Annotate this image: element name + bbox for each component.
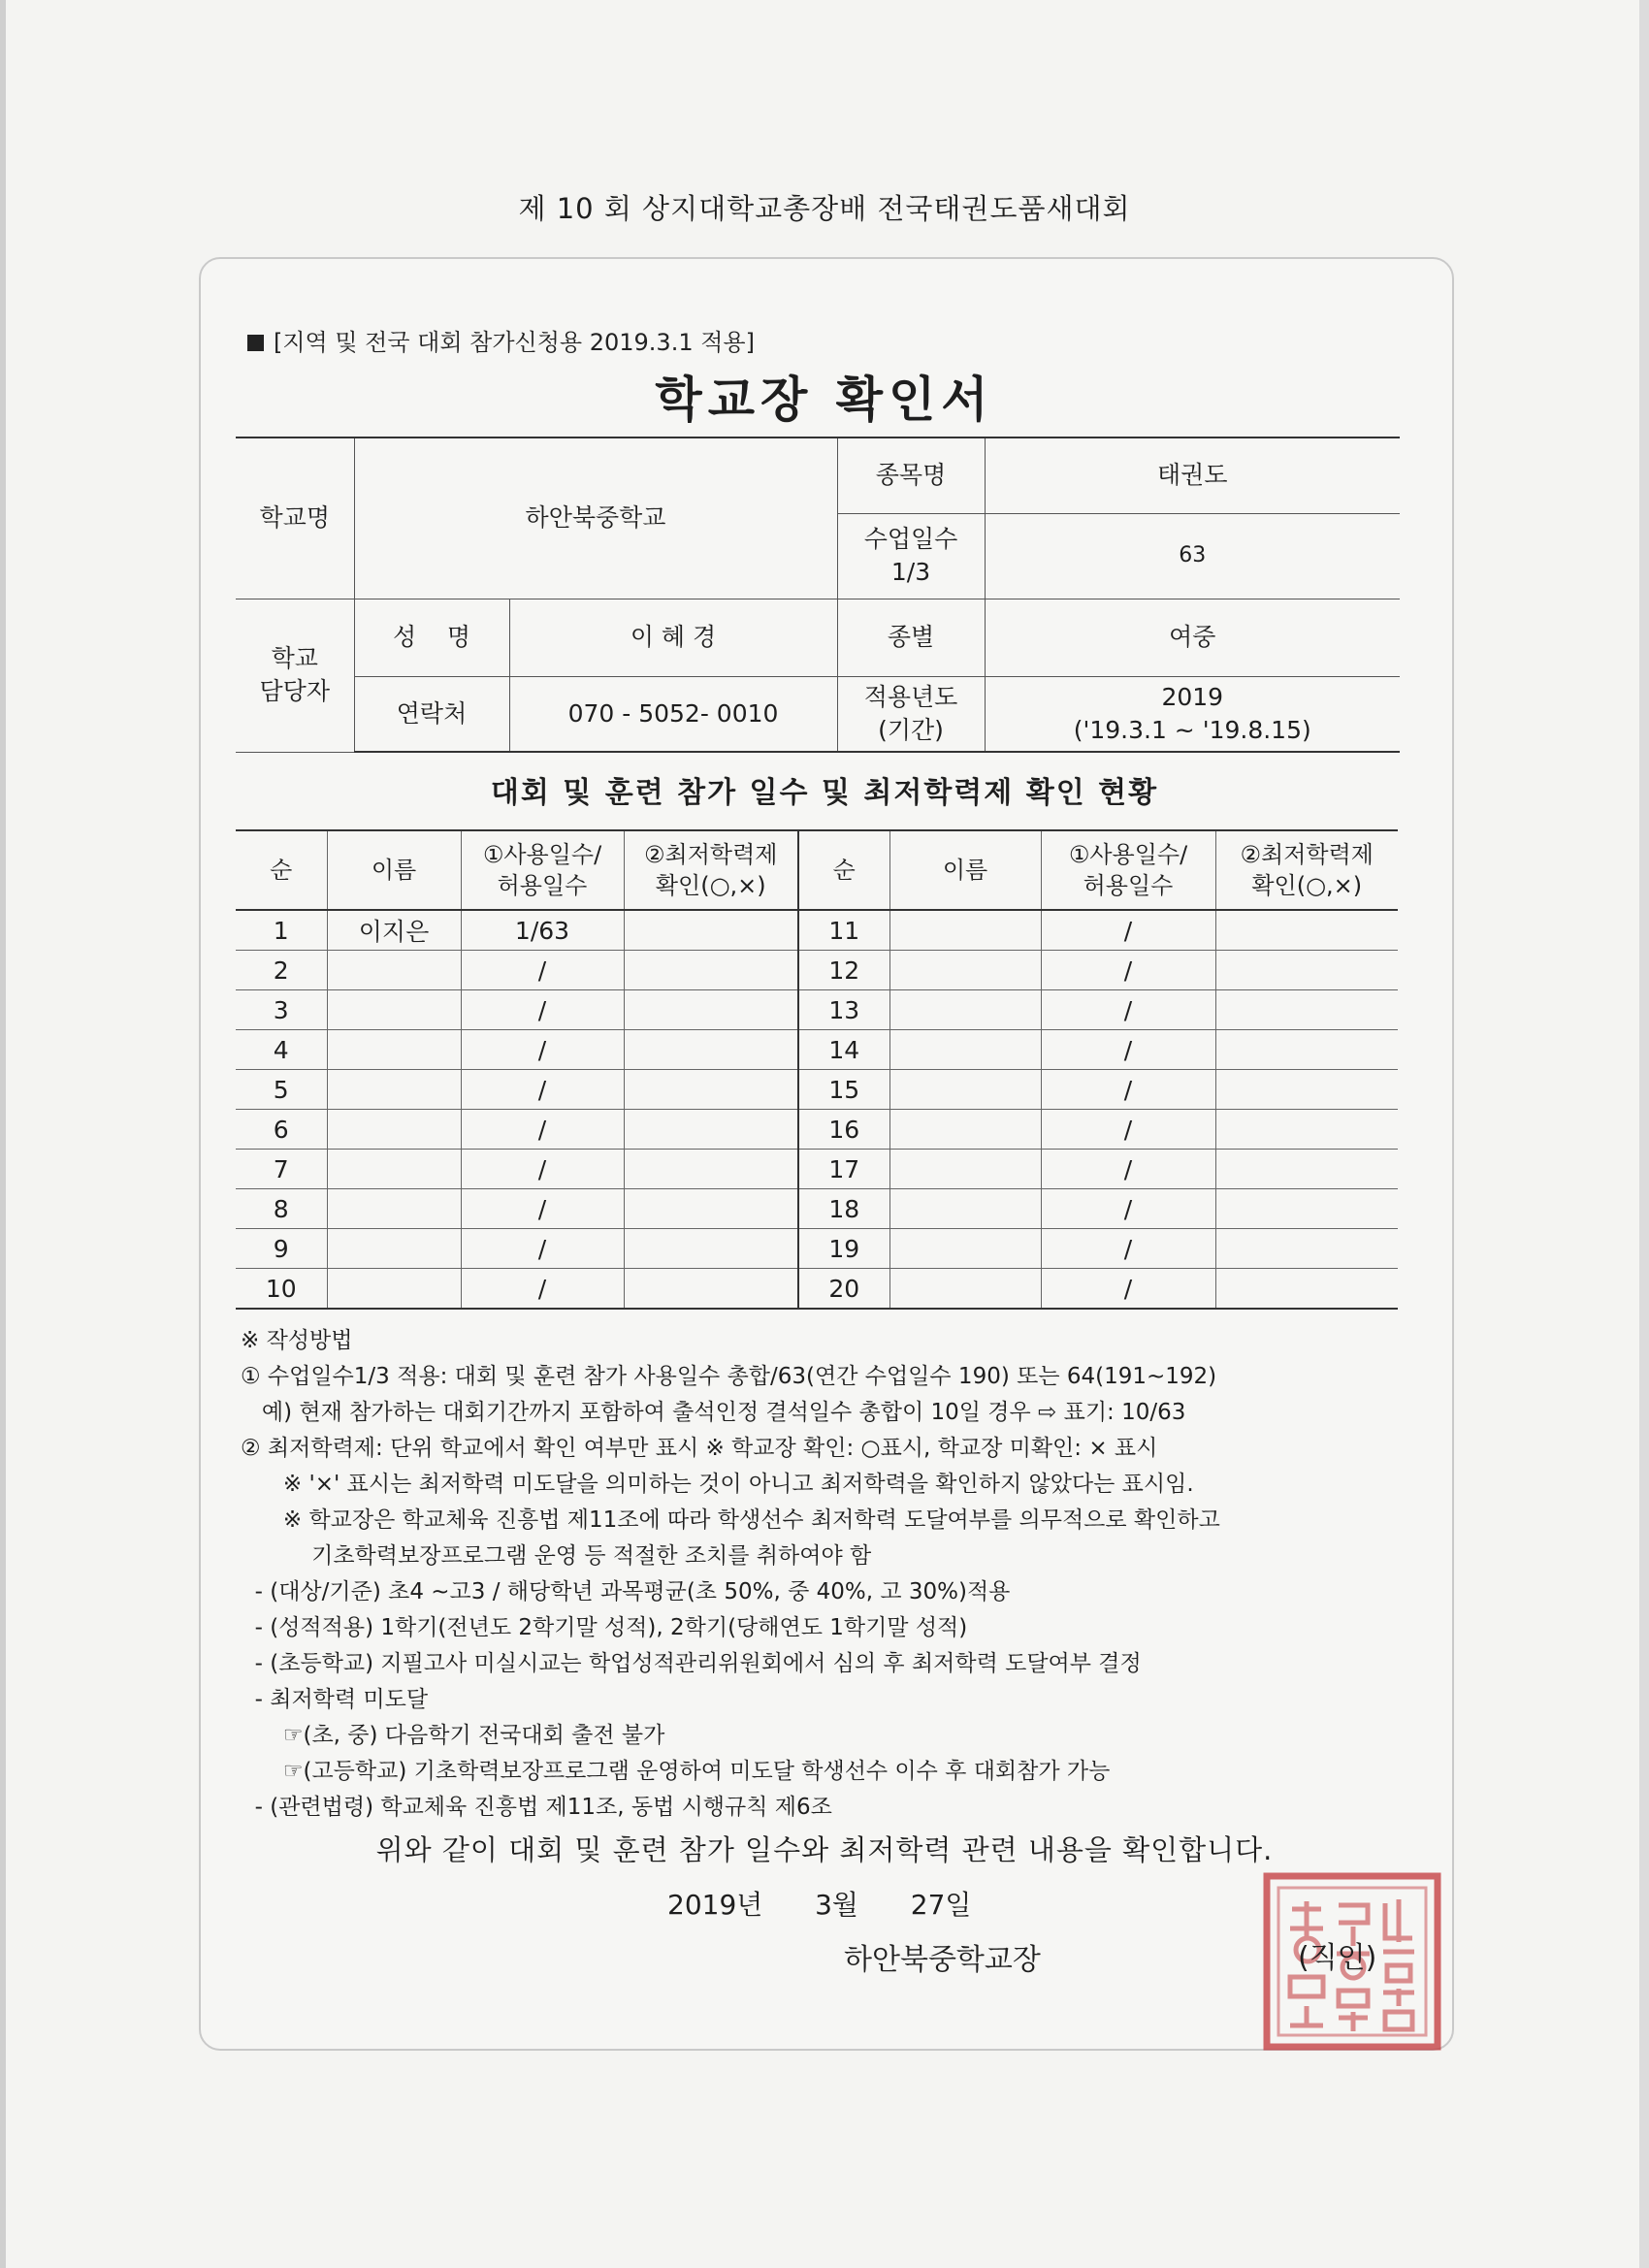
- col-days-left: [461, 830, 624, 910]
- subtitle-text: [지역 및 전국 대회 참가신청용 2019.3.1 적용]: [274, 329, 755, 356]
- row-days-left: 1/63: [461, 910, 624, 951]
- row-name-right: [889, 1150, 1041, 1189]
- class-days-label: [837, 513, 985, 599]
- row-no-left: 7: [236, 1150, 327, 1189]
- class-days-label-line2: 1/3: [890, 558, 931, 586]
- row-name-right: [889, 1229, 1041, 1269]
- instruction-line: 예) 현재 참가하는 대회기간까지 포함하여 출석인정 결석일수 총합이 10일 경우 ⇨ 표기: 10/63: [241, 1400, 1186, 1425]
- instruction-line: - 최저학력 미도달: [241, 1687, 429, 1712]
- row-check-right: [1215, 1030, 1398, 1070]
- apply-year-value-line2: ('19.3.1 ~ '19.8.15): [1073, 715, 1311, 744]
- row-days-right: /: [1041, 990, 1215, 1030]
- section-title: 대회 및 훈련 참가 일수 및 최저학력제 확인 현황: [490, 776, 1159, 810]
- col-name-right: 이름: [889, 830, 1041, 910]
- row-days-right: /: [1041, 1229, 1215, 1269]
- row-days-left: /: [461, 1189, 624, 1229]
- col-check-right-line2: 확인(○,×): [1251, 872, 1363, 899]
- row-name-right: [889, 1110, 1041, 1150]
- issue-date: 2019년 3월 27일: [667, 1889, 972, 1921]
- row-no-right: 12: [798, 951, 889, 990]
- col-check-left: [624, 830, 798, 910]
- row-no-right: 16: [798, 1110, 889, 1150]
- col-name-left: 이름: [327, 830, 461, 910]
- row-name-left: [327, 1189, 461, 1229]
- row-name-left: [327, 951, 461, 990]
- scan-edge-right: [1639, 0, 1649, 2268]
- apply-year-value: [985, 676, 1400, 752]
- contact-label: 연락처: [354, 676, 509, 752]
- row-check-right: [1215, 1189, 1398, 1229]
- row-check-left: [624, 1070, 798, 1110]
- table-row: [236, 1030, 1398, 1070]
- class-days-value: 63: [985, 513, 1400, 599]
- row-no-right: 17: [798, 1150, 889, 1189]
- row-no-left: 4: [236, 1030, 327, 1070]
- table-row: [236, 990, 1398, 1030]
- row-check-right: [1215, 951, 1398, 990]
- col-days-right-line1: ①사용일수/: [1068, 840, 1188, 868]
- row-check-left: [624, 1269, 798, 1310]
- row-name-left: [327, 1110, 461, 1150]
- row-check-left: [624, 910, 798, 951]
- table-row: [236, 1229, 1398, 1269]
- confirmation-statement: 위와 같이 대회 및 훈련 참가 일수와 최저학력 관련 내용을 확인합니다.: [375, 1833, 1274, 1866]
- table-row: [236, 910, 1398, 951]
- instruction-line: 기초학력보장프로그램 운영 등 적절한 조치를 취하여야 함: [241, 1543, 872, 1569]
- row-name-right: [889, 1070, 1041, 1110]
- participation-table: [236, 829, 1398, 1310]
- instruction-line: - (관련법령) 학교체육 진흥법 제11조, 동법 시행규칙 제6조: [241, 1795, 832, 1820]
- row-no-left: 6: [236, 1110, 327, 1150]
- instruction-line: ② 최저학력제: 단위 학교에서 확인 여부만 표시 ※ 학교장 확인: ○표시, 학교장 미확인: × 표시: [241, 1436, 1158, 1461]
- row-days-left: /: [461, 1110, 624, 1150]
- name-label: 성 명: [354, 599, 509, 676]
- col-days-right: [1041, 830, 1215, 910]
- row-name-right: [889, 951, 1041, 990]
- row-no-left: 8: [236, 1189, 327, 1229]
- type-value: 여중: [985, 599, 1400, 676]
- instruction-line: ☞(고등학교) 기초학력보장프로그램 운영하여 미도달 학생선수 이수 후 대회참가 가능: [241, 1759, 1111, 1784]
- row-name-right: [889, 1269, 1041, 1310]
- row-name-right: [889, 1030, 1041, 1070]
- table-row: [236, 1070, 1398, 1110]
- row-check-left: [624, 951, 798, 990]
- row-no-right: 18: [798, 1189, 889, 1229]
- row-no-right: 13: [798, 990, 889, 1030]
- school-value: 하안북중학교: [354, 437, 837, 599]
- event-value: 태권도: [985, 437, 1400, 513]
- manager-label-line1: 학교: [271, 644, 318, 673]
- row-name-left: [327, 990, 461, 1030]
- document-title: 학교장 확인서: [655, 372, 994, 428]
- table-row: [236, 1269, 1398, 1310]
- apply-year-label-line2: (기간): [878, 715, 944, 744]
- row-days-right: /: [1041, 910, 1215, 951]
- principal-title: 하안북중학교장: [844, 1943, 1041, 1977]
- row-name-right: [889, 1189, 1041, 1229]
- row-no-left: 10: [236, 1269, 327, 1310]
- row-check-right: [1215, 1229, 1398, 1269]
- table-row: [236, 951, 1398, 990]
- contact-value: 070 - 5052- 0010: [509, 676, 837, 752]
- instruction-line: - (성적적용) 1학기(전년도 2학기말 성적), 2학기(당해연도 1학기말 성적): [241, 1615, 968, 1640]
- table-row: [236, 1150, 1398, 1189]
- row-check-right: [1215, 1150, 1398, 1189]
- apply-year-value-line1: 2019: [1161, 683, 1224, 711]
- row-check-left: [624, 1110, 798, 1150]
- row-name-right: [889, 910, 1041, 951]
- form-subtitle: [247, 323, 755, 357]
- name-value: 이 혜 경: [509, 599, 837, 676]
- row-no-left: 5: [236, 1070, 327, 1110]
- square-bullet-icon: [247, 335, 264, 351]
- row-days-right: /: [1041, 1189, 1215, 1229]
- row-days-left: /: [461, 1269, 624, 1310]
- row-days-right: /: [1041, 1030, 1215, 1070]
- row-days-right: /: [1041, 1110, 1215, 1150]
- instruction-line: ※ '×' 표시는 최저학력 미도달을 의미하는 것이 아니고 최저학력을 확인하지 않았다는 표시임.: [241, 1472, 1194, 1497]
- school-label: 학교명: [236, 437, 354, 599]
- row-no-right: 19: [798, 1229, 889, 1269]
- col-no-left: 순: [236, 830, 327, 910]
- row-check-left: [624, 1030, 798, 1070]
- manager-label-line2: 담당자: [259, 677, 330, 705]
- event-label: 종목명: [837, 437, 985, 513]
- row-days-left: /: [461, 1150, 624, 1189]
- instruction-line: ※ 작성방법: [241, 1328, 353, 1353]
- row-check-right: [1215, 990, 1398, 1030]
- row-no-left: 2: [236, 951, 327, 990]
- row-name-left: [327, 1150, 461, 1189]
- instruction-line: ① 수업일수1/3 적용: 대회 및 훈련 참가 사용일수 총합/63(연간 수업일수 190) 또는 64(191~192): [241, 1364, 1217, 1389]
- col-check-right-line1: ②최저학력제: [1240, 840, 1374, 868]
- row-check-left: [624, 990, 798, 1030]
- row-days-right: /: [1041, 1269, 1215, 1310]
- class-days-label-line1: 수업일수: [863, 525, 958, 554]
- row-check-left: [624, 1229, 798, 1269]
- type-label: 종별: [837, 599, 985, 676]
- row-days-right: /: [1041, 1150, 1215, 1189]
- school-info-table: [236, 437, 1400, 753]
- competition-header: 제 10 회 상지대학교총장배 전국태권도품새대회: [518, 192, 1131, 225]
- row-no-right: 11: [798, 910, 889, 951]
- row-days-left: /: [461, 990, 624, 1030]
- col-no-right: 순: [798, 830, 889, 910]
- instruction-line: ※ 학교장은 학교체육 진흥법 제11조에 따라 학생선수 최저학력 도달여부를 의무적으로 확인하고: [241, 1507, 1220, 1533]
- col-days-right-line2: 허용일수: [1083, 872, 1174, 899]
- row-no-left: 9: [236, 1229, 327, 1269]
- manager-label: [236, 599, 354, 752]
- seal-label: (직인): [1298, 1941, 1377, 1975]
- row-name-right: [889, 990, 1041, 1030]
- writing-instructions: [241, 1323, 1405, 1826]
- participation-rows: [236, 910, 1398, 1309]
- table-row: [236, 1189, 1398, 1229]
- instruction-line: - (대상/기준) 초4 ~고3 / 해당학년 과목평균(초 50%, 중 40%, 고 30%)적용: [241, 1579, 1011, 1604]
- row-name-left: 이지은: [327, 910, 461, 951]
- row-no-right: 20: [798, 1269, 889, 1310]
- row-days-left: /: [461, 1070, 624, 1110]
- row-days-left: /: [461, 951, 624, 990]
- scan-edge-left: [0, 0, 6, 2268]
- table-row: [236, 1110, 1398, 1150]
- apply-year-label-line1: 적용년도: [863, 683, 958, 711]
- row-name-left: [327, 1229, 461, 1269]
- row-no-right: 15: [798, 1070, 889, 1110]
- row-check-right: [1215, 1110, 1398, 1150]
- col-check-left-line2: 확인(○,×): [655, 872, 766, 899]
- instruction-line: - (초등학교) 지필고사 미실시교는 학업성적관리위원회에서 심의 후 최저학력 도달여부 결정: [241, 1651, 1142, 1676]
- row-days-left: /: [461, 1229, 624, 1269]
- col-check-left-line1: ②최저학력제: [644, 840, 778, 868]
- row-check-right: [1215, 910, 1398, 951]
- row-days-right: /: [1041, 1070, 1215, 1110]
- row-no-right: 14: [798, 1030, 889, 1070]
- row-check-right: [1215, 1070, 1398, 1110]
- row-name-left: [327, 1030, 461, 1070]
- row-check-left: [624, 1150, 798, 1189]
- instruction-line: ☞(초, 중) 다음학기 전국대회 출전 불가: [241, 1723, 665, 1748]
- row-check-left: [624, 1189, 798, 1229]
- col-days-left-line2: 허용일수: [497, 872, 588, 899]
- row-name-left: [327, 1269, 461, 1310]
- apply-year-label: [837, 676, 985, 752]
- row-no-left: 1: [236, 910, 327, 951]
- row-no-left: 3: [236, 990, 327, 1030]
- row-days-left: /: [461, 1030, 624, 1070]
- row-check-right: [1215, 1269, 1398, 1310]
- row-name-left: [327, 1070, 461, 1110]
- row-days-right: /: [1041, 951, 1215, 990]
- col-days-left-line1: ①사용일수/: [482, 840, 602, 868]
- col-check-right: [1215, 830, 1398, 910]
